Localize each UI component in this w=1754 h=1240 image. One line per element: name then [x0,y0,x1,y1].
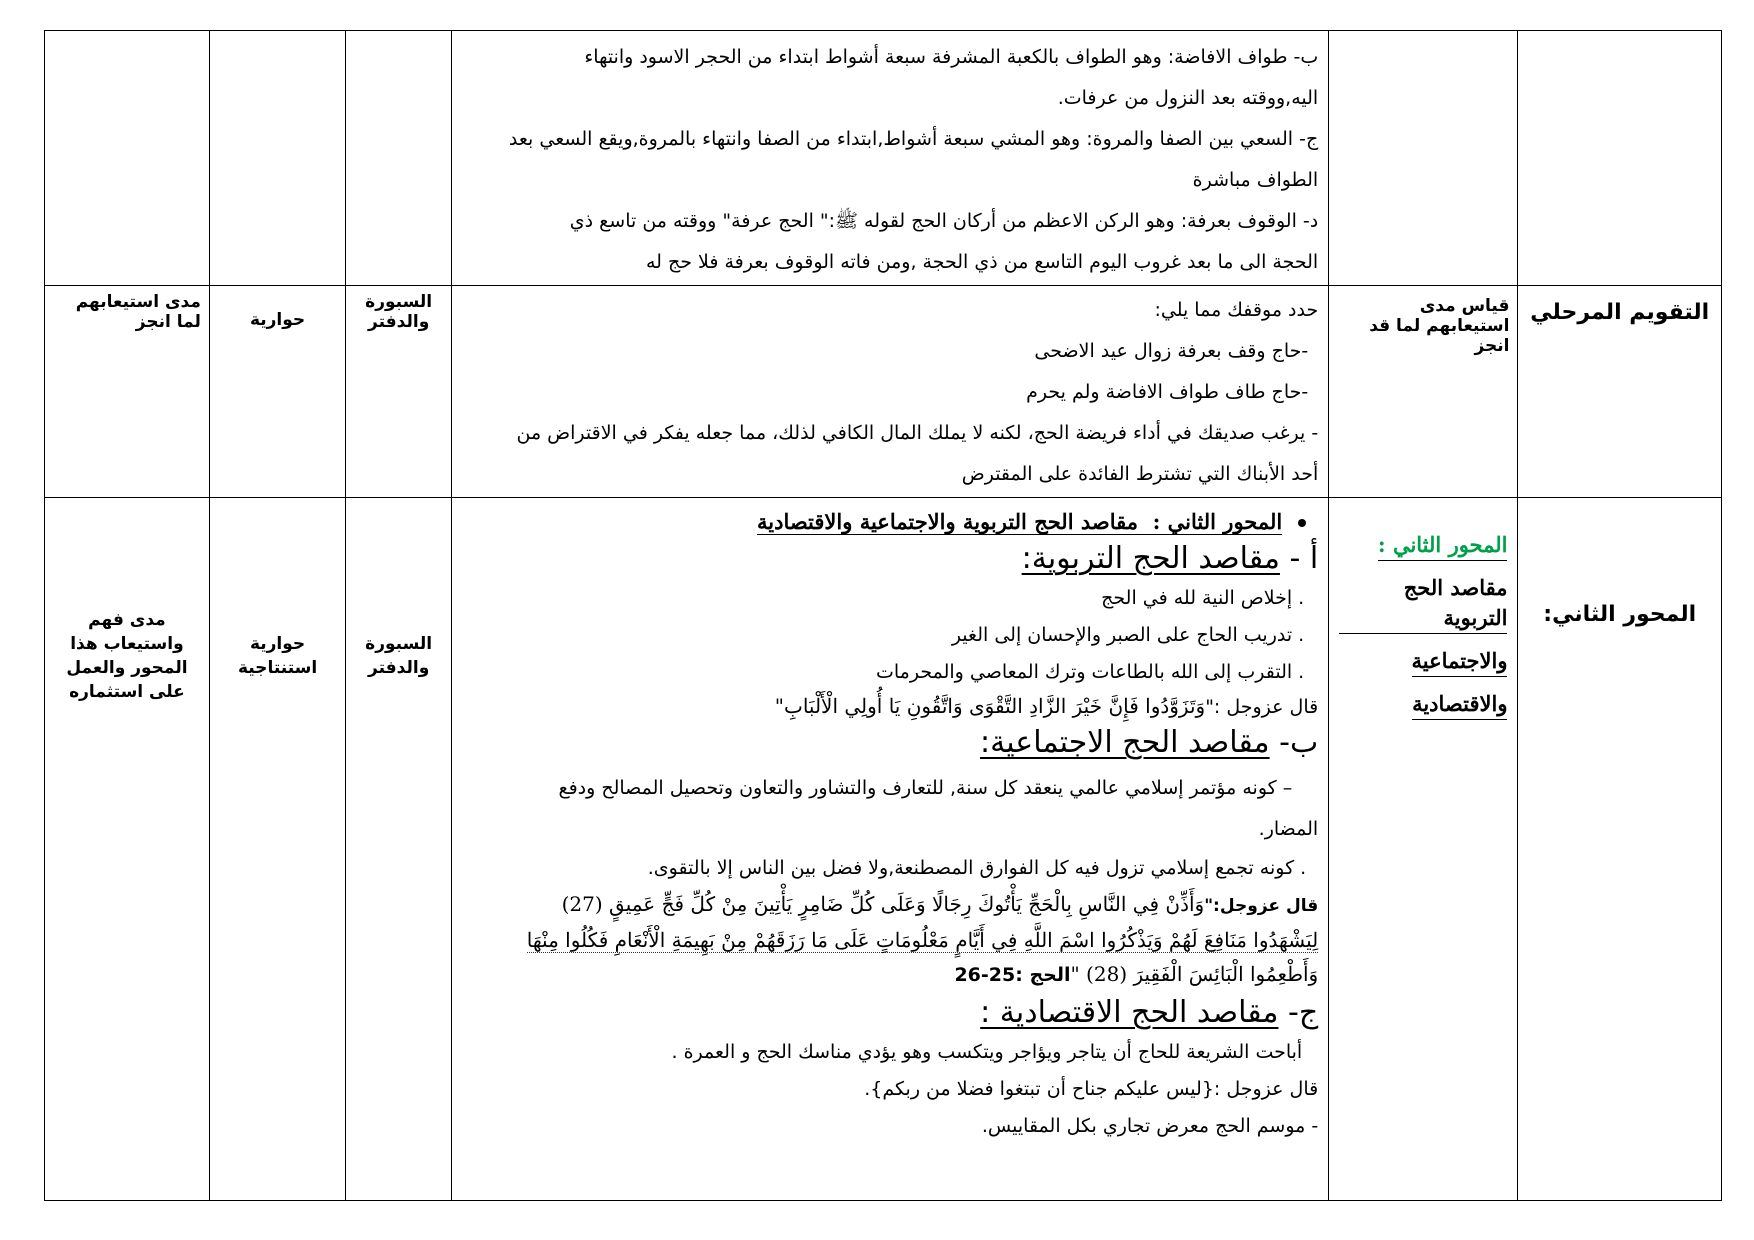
content-line: ج- السعي بين الصفا والمروة: وهو المشي سبعة أشواط,ابتداء من الصفا وانتهاء بالمروة,ويقع السعي بعد [508,128,1319,150]
method-cell [209,498,345,1201]
lesson-plan-table [44,30,1722,1201]
tools-text: السبورة والدفتر [365,292,433,332]
goal-cell [1329,31,1518,286]
content-line: -حاج طاف طواف الافاضة ولم يحرم [1026,381,1309,403]
list-item: . إخلاص النية لله في الحج [1101,587,1305,609]
quran-quote: قال عزوجل :"وَتَزَوَّدُوا فَإِنَّ خَيْرَ الزَّادِ التَّقْوَى وَاتَّقُونِ يَا أُولِي الْأَلْبَابِ" [774,694,1319,718]
content-line: الطواف مباشرة [1192,169,1319,191]
list-item: قال عزوجل :{ليس عليكم جناح أن تبتغوا فضلا من ربكم}. [864,1078,1319,1100]
axis-title: التقويم المرحلي [1530,300,1710,325]
quran-quote: قال عزوجل:"وَأَذِّنْ فِي النَّاسِ بِالْحَجِّ يَأْتُوكَ رِجَالًا وَعَلَى كُلِّ ضَامِرٍ يَأْتِينَ مِنْ كُلِّ فَجٍّ عَمِيقٍ (27) [561,892,1319,916]
list-item: المضار. [1258,818,1319,840]
evaluation-cell [45,31,210,286]
content-line: حدد موقفك مما يلي: [1154,299,1319,321]
bullet-prefix: المحور الثاني : [1152,509,1283,534]
axis-cell [1518,286,1722,498]
goal-cell [1329,498,1518,1201]
content-line: اليه,ووقته بعد النزول من عرفات. [1057,87,1319,109]
axis-title: المحور الثاني: [1543,602,1697,627]
bullet-icon [1298,519,1306,527]
goal-heading: المحور الثاني : [1378,530,1508,561]
content-cell [452,286,1329,498]
tools-cell [346,498,452,1201]
list-item: أباحت الشريعة للحاج أن يتاجر ويؤاجر ويتكسب وهو يؤدي مناسك الحج و العمرة . [671,1041,1303,1063]
tools-text: السبورة والدفتر [365,634,433,678]
list-item: – كونه مؤتمر إسلامي عالمي ينعقد كل سنة, للتعارف والتشاور والتعاون وتحصيل المصالح ودفع [558,777,1293,799]
content-cell [452,31,1329,286]
content-line: - يرغب صديقك في أداء فريضة الحج، لكنه لا يملك المال الكافي لذلك، مما جعله يفكر في الاقتراض من [516,422,1319,444]
section-heading: أ - مقاصد الحج التربوية: [1021,541,1319,576]
content-cell [452,498,1329,1201]
evaluation-text: مدى استيعابهم لما انجز [75,292,201,332]
content-line: -حاج وقف بعرفة زوال عيد الاضحى [1034,340,1309,362]
tools-cell [346,286,452,498]
section-heading: ج- مقاصد الحج الاقتصادية : [980,995,1319,1030]
quran-quote: وَأَطْعِمُوا الْبَائِسَ الْفَقِيرَ (28) "الحج :25-26 [954,962,1319,986]
quran-quote: لِيَشْهَدُوا مَنَافِعَ لَهُمْ وَيَذْكُرُوا اسْمَ اللَّهِ فِي أَيَّامٍ مَعْلُومَاتٍ عَلَى مَا رَزَقَهُمْ مِنْ بَهِيمَةِ الْأَنْعَامِ فَكُلُوا مِنْهَا [526,928,1319,952]
method-text: حوارية استنتاجية [237,634,318,678]
tools-cell [346,31,452,286]
section-heading: ب- مقاصد الحج الاجتماعية: [980,725,1319,760]
goal-line: مقاصد الحج التربوية [1339,573,1507,634]
goal-text: قياس مدى استيعابهم لما قد انجز [1369,296,1510,356]
method-text: حوارية [249,310,306,330]
table-row [45,31,1722,286]
content-line: الحجة الى ما بعد غروب اليوم التاسع من ذي الحجة ,ومن فاته الوقوف بعرفة فلا حج له [645,251,1319,273]
axis-bullet-heading [464,506,1318,538]
content-line: أحد الأبناك التي تشترط الفائدة على المقترض [961,463,1319,485]
evaluation-text: مدى فهم واستيعاب هذا المحور والعمل على استثماره [66,610,188,702]
table-row [45,498,1722,1201]
content-line: د- الوقوف بعرفة: وهو الركن الاعظم من أركان الحج لقوله ﷺ:" الحج عرفة" ووقته من تاسع ذي [569,210,1319,232]
content-line: ب- طواف الافاضة: وهو الطواف بالكعبة المشرفة سبعة أشواط ابتداء من الحجر الاسود وانتهاء [584,46,1319,68]
table-row [45,286,1722,498]
axis-cell [1518,498,1722,1201]
goal-cell [1329,286,1518,498]
method-cell [209,286,345,498]
evaluation-cell [45,498,210,1201]
list-item: - موسم الحج معرض تجاري بكل المقاييس. [981,1115,1319,1137]
evaluation-cell [45,286,210,498]
axis-cell [1518,31,1722,286]
goal-line: والاجتماعية [1412,646,1508,677]
list-item: . التقرب إلى الله بالطاعات وترك المعاصي والمحرمات [876,661,1305,683]
bullet-title: مقاصد الحج التربوية والاجتماعية والاقتصادية [756,509,1138,534]
list-item: . تدريب الحاج على الصبر والإحسان إلى الغير [951,624,1305,646]
goal-line: والاقتصادية [1412,689,1507,720]
method-cell [209,31,345,286]
list-item: . كونه تجمع إسلامي تزول فيه كل الفوارق المصطنعة,ولا فضل بين الناس إلا بالتقوى. [647,857,1307,879]
